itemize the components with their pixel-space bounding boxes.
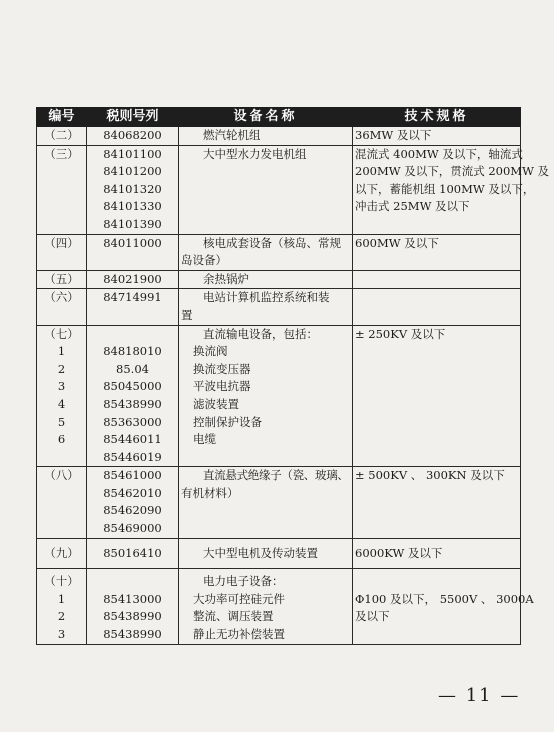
table-row: [37, 325, 521, 467]
equipment-name: 电站计算机监控系统和装: [203, 290, 330, 305]
technical-spec: 200MW 及以下，贯流式 200MW 及: [355, 164, 550, 179]
equipment-name: 大中型电机及传动装置: [203, 545, 318, 560]
technical-spec: 36MW 及以下: [355, 128, 432, 142]
sub-item-number: 1: [57, 591, 66, 606]
tariff-code: 85438990: [103, 396, 162, 411]
equipment-name: 燃汽轮机组: [203, 128, 261, 142]
table-row: [37, 270, 521, 289]
tariff-code: 85.04: [116, 361, 149, 376]
tariff-code: 84818010: [103, 344, 162, 359]
tariff-code: 84101330: [103, 199, 162, 214]
equipment-name: 直流悬式绝缘子（瓷、玻璃、: [203, 468, 349, 483]
tariff-code: 85045000: [103, 379, 162, 394]
sub-item-number: 3: [57, 379, 66, 394]
table-row: [37, 234, 521, 270]
tariff-code: 84101100: [103, 146, 162, 161]
tariff-code: 84714991: [103, 290, 162, 305]
row-number: （三）: [44, 146, 79, 161]
equipment-table: [36, 107, 550, 645]
table-row: [37, 538, 521, 569]
row-number: （四）: [44, 235, 79, 250]
tariff-code: 85438990: [103, 609, 162, 624]
tariff-code: 85462090: [103, 503, 162, 518]
tariff-code: 84021900: [103, 271, 162, 286]
sub-item-number: 1: [57, 344, 66, 359]
tariff-code: [89, 326, 176, 344]
equipment-subitem-name: 换流阀: [193, 344, 228, 359]
tariff-code: 84011000: [103, 235, 162, 250]
technical-spec: 及以下: [355, 609, 390, 624]
technical-spec: [355, 573, 518, 591]
technical-spec: 混流式 400MW 及以下，轴流式: [355, 146, 523, 161]
technical-spec: ± 500KV 、 300KN 及以下: [355, 468, 505, 483]
tariff-code: [89, 573, 176, 591]
equipment-subitem-name: 平波电抗器: [193, 379, 251, 394]
tariff-code: 84101390: [103, 216, 162, 231]
tariff-code: 85446019: [103, 449, 162, 464]
table-row: [37, 569, 521, 644]
table-row: [37, 467, 521, 538]
row-number: （十）: [44, 574, 79, 589]
sub-item-number: 5: [57, 414, 66, 429]
row-number: （五）: [44, 271, 79, 286]
tariff-code: 84068200: [103, 128, 162, 142]
equipment-subitem-name: 大功率可控硅元件: [193, 591, 285, 606]
header-technical-spec: 技术规格: [353, 108, 521, 127]
equipment-subitem-name: 滤波装置: [193, 396, 239, 411]
table-row: [37, 127, 521, 146]
sub-item-number: 3: [57, 627, 66, 642]
tariff-code: 85469000: [103, 521, 162, 536]
equipment-subitem-name: 控制保护设备: [193, 414, 262, 429]
equipment-name: 核电成套设备（核岛、常规: [203, 235, 341, 250]
sub-item-number: 2: [57, 361, 66, 376]
table-row: [37, 145, 521, 234]
tariff-code: 84101200: [103, 164, 162, 179]
table-header-row: [37, 108, 521, 127]
equipment-subitem-name: 整流、调压装置: [193, 609, 274, 624]
technical-spec: 冲击式 25MW 及以下: [355, 199, 470, 214]
tariff-code: 85438990: [103, 627, 162, 642]
equipment-subitem-name: 换流变压器: [193, 361, 251, 376]
sub-item-number: 6: [57, 432, 66, 447]
sub-item-number: 2: [57, 609, 66, 624]
header-number: 编号: [37, 108, 87, 127]
row-number: （八）: [44, 468, 79, 483]
page-number: — 11 —: [438, 685, 521, 706]
equipment-name: 大中型水力发电机组: [203, 146, 307, 161]
row-number: （二）: [44, 128, 79, 142]
technical-spec: Φ100 及以下， 5500V 、 3000A: [355, 591, 534, 606]
equipment-subitem-name: 静止无功补偿装置: [193, 627, 285, 642]
technical-spec: 600MW 及以下: [355, 235, 439, 250]
equipment-name: 置: [181, 307, 193, 322]
tariff-code: 85462010: [103, 485, 162, 500]
row-number: （六）: [44, 290, 79, 305]
header-tariff-code: 税则号列: [87, 108, 179, 127]
equipment-name: 岛设备）: [181, 253, 227, 268]
tariff-code: 85016410: [103, 545, 162, 560]
equipment-name: 有机材料）: [181, 485, 239, 500]
technical-spec: ± 250KV 及以下: [355, 326, 446, 341]
row-number: （七）: [44, 326, 79, 341]
technical-spec: 6000KW 及以下: [355, 545, 443, 560]
tariff-code: 85446011: [103, 432, 162, 447]
equipment-name: 直流输电设备，包括：: [203, 326, 318, 341]
table-row: [37, 289, 521, 325]
row-number: （九）: [44, 545, 79, 560]
equipment-name: 余热锅炉: [203, 271, 249, 286]
tariff-code: 85363000: [103, 414, 162, 429]
tariff-code: 84101320: [103, 181, 162, 196]
tariff-code: 85413000: [103, 591, 162, 606]
equipment-subitem-name: 电缆: [193, 432, 216, 447]
header-equipment-name: 设备名称: [179, 108, 353, 127]
equipment-name: 电力电子设备：: [203, 574, 284, 589]
sub-item-number: 4: [57, 396, 66, 411]
technical-spec: 以下，蓄能机组 100MW 及以下，: [355, 181, 535, 196]
tariff-code: 85461000: [103, 468, 162, 483]
